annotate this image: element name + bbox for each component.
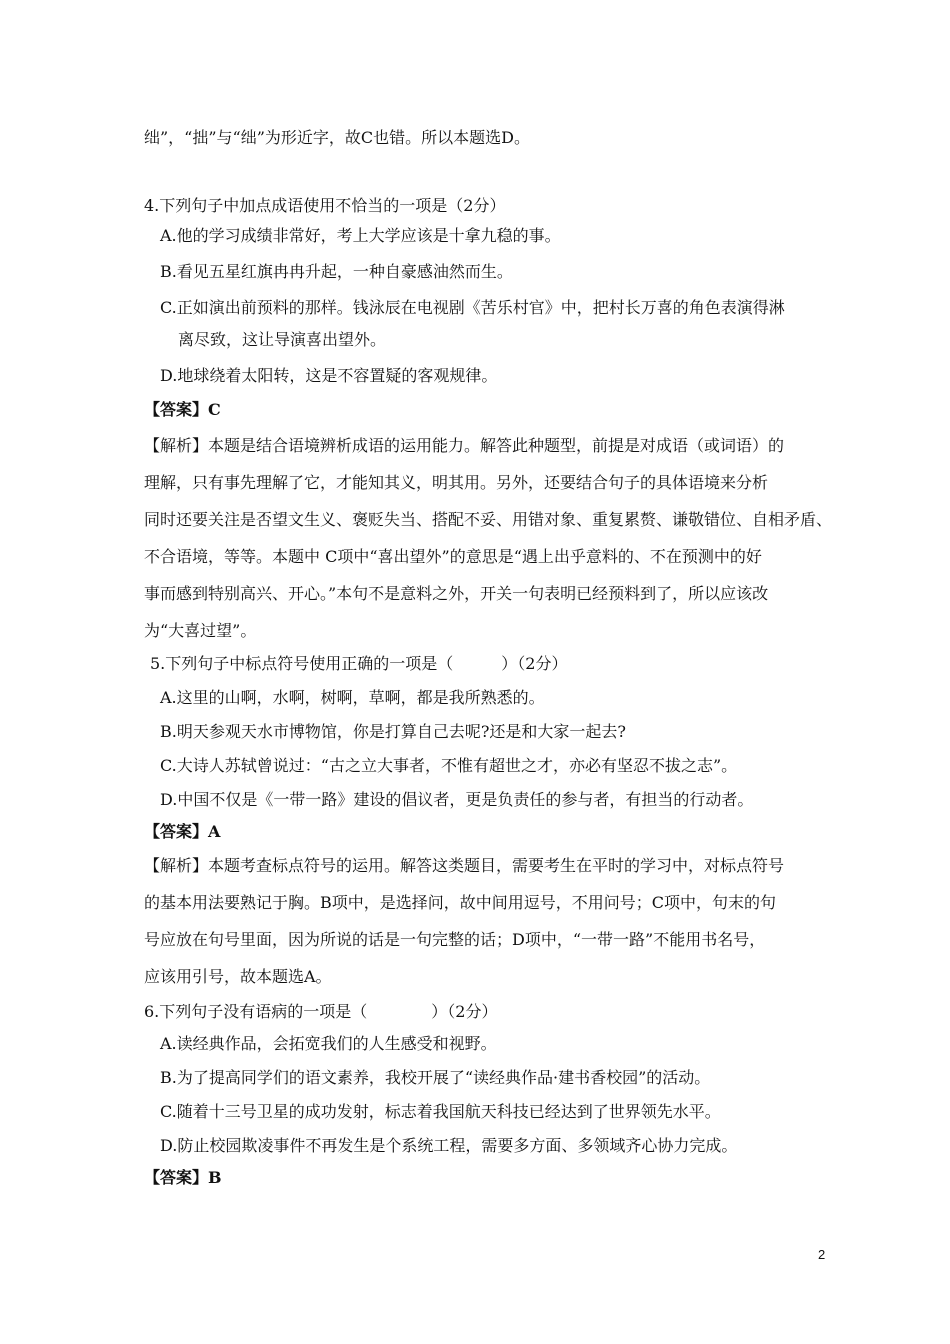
option-d: D.地球绕着太阳转，这是不容置疑的客观规律。 xyxy=(160,366,498,385)
option-d: D.防止校园欺凌事件不再发生是个系统工程，需要多方面、多领域齐心协力完成。 xyxy=(160,1136,738,1155)
analysis-line: 理解，只有事先理解了它，才能知其义，明其用。另外，还要结合句子的具体语境来分析 xyxy=(144,473,769,492)
analysis-line: 的基本用法要熟记于胸。B项中，是选择问，故中间用逗号，不用问号；C项中，句末的句 xyxy=(144,893,777,912)
option-b: B.看见五星红旗冉冉升起，一种自豪感油然而生。 xyxy=(160,262,513,281)
option-a: A.这里的山啊，水啊，树啊，草啊，都是我所熟悉的。 xyxy=(160,688,545,707)
option-d: D.中国不仅是《一带一路》建设的倡议者，更是负责任的参与者，有担当的行动者。 xyxy=(160,790,754,809)
option-c-cont: 离尽致，这让导演喜出望外。 xyxy=(178,330,387,349)
option-a: A.读经典作品，会拓宽我们的人生感受和视野。 xyxy=(160,1034,497,1053)
analysis-line: 号应放在句号里面，因为所说的话是一句完整的话；D项中，“一带一路”不能用书名号， xyxy=(144,930,766,949)
option-c: C.正如演出前预料的那样。钱泳辰在电视剧《苦乐村官》中，把村长万喜的角色表演得淋 xyxy=(160,298,785,317)
answer: 【答案】A xyxy=(144,822,221,841)
option-b: B.为了提高同学们的语文素养，我校开展了“读经典作品·建书香校园”的活动。 xyxy=(160,1068,711,1087)
answer: 【答案】C xyxy=(144,400,221,419)
analysis-line: 为“大喜过望”。 xyxy=(144,621,257,640)
analysis-line: 同时还要关注是否望文生义、褒贬失当、搭配不妥、用错对象、重复累赘、谦敬错位、自相矛盾、 xyxy=(144,510,833,529)
text-line: 绌”，“拙”与“绌”为形近字，故C也错。所以本题选D。 xyxy=(144,128,530,147)
option-a: A.他的学习成绩非常好，考上大学应该是十拿九稳的事。 xyxy=(160,226,561,245)
option-c: C.大诗人苏轼曾说过：“古之立大事者，不惟有超世之才，亦必有坚忍不拔之志”。 xyxy=(160,756,738,775)
answer: 【答案】B xyxy=(144,1168,222,1187)
analysis: 【解析】本题是结合语境辨析成语的运用能力。解答此种题型，前提是对成语（或词语）的 xyxy=(144,436,785,455)
option-c: C.随着十三号卫星的成功发射，标志着我国航天科技已经达到了世界领先水平。 xyxy=(160,1102,721,1121)
option-b: B.明天参观天水市博物馆，你是打算自己去呢?还是和大家一起去? xyxy=(160,722,627,741)
analysis-line: 不合语境，等等。本题中 C项中“喜出望外”的意思是“遇上出乎意料的、不在预测中的好 xyxy=(144,547,762,566)
analysis-line: 事而感到特别高兴、开心。”本句不是意料之外，开关一句表明已经预料到了，所以应该改 xyxy=(144,584,769,603)
question-6: 6.下列句子没有语病的一项是（ ）（2分） xyxy=(144,1002,498,1021)
analysis-line: 应该用引号，故本题选A。 xyxy=(144,967,332,986)
analysis: 【解析】本题考查标点符号的运用。解答这类题目，需要考生在平时的学习中，对标点符号 xyxy=(144,856,785,875)
page-number: 2 xyxy=(818,1247,826,1262)
question-5: 5.下列句子中标点符号使用正确的一项是（ ）（2分） xyxy=(150,654,568,673)
question-4: 4.下列句子中加点成语使用不恰当的一项是（2分） xyxy=(144,196,506,215)
